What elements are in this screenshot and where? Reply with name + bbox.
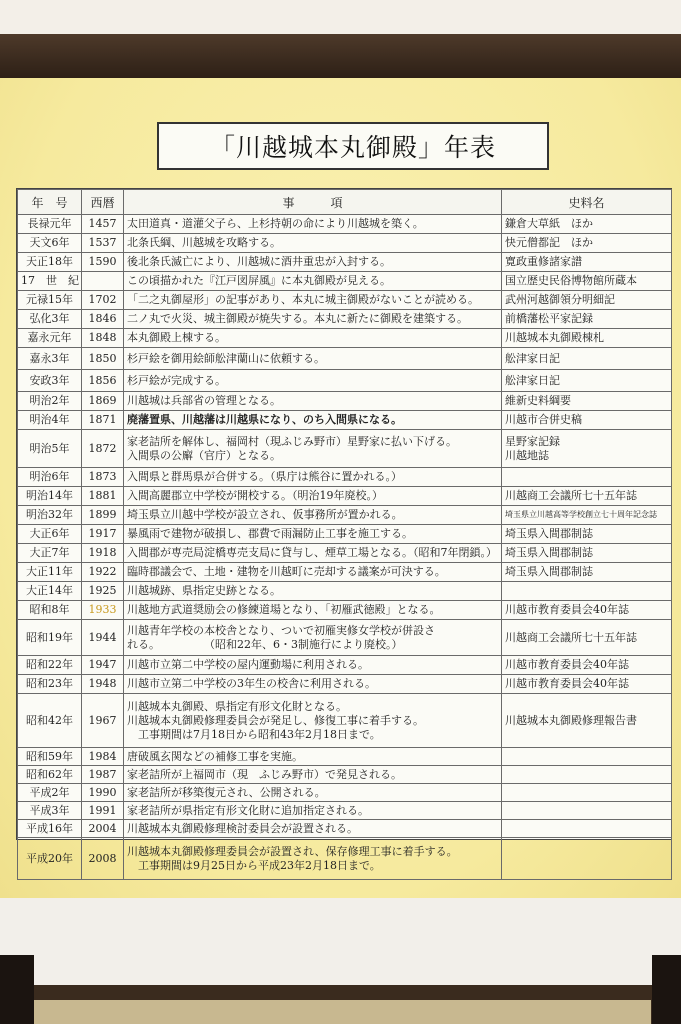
year-cell: 1948 (82, 675, 124, 694)
table-row (18, 329, 672, 348)
event-cell (124, 820, 502, 838)
event-cell (124, 253, 502, 272)
source-cell: 埼玉県入間郡制誌 (502, 525, 672, 544)
table-row (18, 310, 672, 329)
event-line: 家老詰所を解体し、福岡村（現ふじみ野市）星野家に払い下げる。 (127, 434, 457, 448)
era-cell: 天文6年 (18, 234, 82, 253)
era-cell: 平成3年 (18, 802, 82, 820)
year-cell: 1702 (82, 291, 124, 310)
source-cell: 寛政重修諸家譜 (502, 253, 672, 272)
table-row (18, 694, 672, 748)
table-row (18, 784, 672, 802)
source-cell: 維新史料綱要 (502, 392, 672, 411)
year-cell: 1944 (82, 620, 124, 656)
event-cell (124, 766, 502, 784)
source-cell (502, 468, 672, 487)
year-cell: 1457 (82, 215, 124, 234)
year-cell (82, 272, 124, 291)
year-cell: 1925 (82, 582, 124, 601)
era-cell: 大正6年 (18, 525, 82, 544)
event-line: 唐破風玄関などの補修工事を実施。 (127, 749, 303, 763)
year-cell: 1933 (82, 601, 124, 620)
era-cell: 平成20年 (18, 838, 82, 880)
event-line: 家老詰所が移築復元され、公開される。 (127, 785, 326, 799)
poster-title: 「川越城本丸御殿」年表 (157, 122, 549, 170)
event-cell (124, 544, 502, 563)
era-cell: 明治4年 (18, 411, 82, 430)
era-cell: 大正7年 (18, 544, 82, 563)
event-line: 川越城本丸御殿修理検討委員会が設置される。 (127, 821, 358, 835)
table-row (18, 411, 672, 430)
table-row (18, 215, 672, 234)
source-cell (502, 582, 672, 601)
source-cell: 川越市合併史稿 (502, 411, 672, 430)
table-row (18, 582, 672, 601)
event-line: 川越市立第二中学校の屋内運動場に利用される。 (127, 658, 369, 671)
event-line: 入間県と群馬県が合併する。（県庁は熊谷に置かれる。） (127, 470, 402, 483)
event-line: 川越城本丸御殿修理委員会が発足し、修復工事に着手する。 (127, 713, 424, 727)
source-cell: 武州河越御領分明細記 (502, 291, 672, 310)
event-line: 太田道真・道灌父子ら、上杉持朝の命により川越城を築く。 (127, 217, 424, 230)
timeline-table (17, 189, 672, 880)
event-line: 家老詰所が県指定有形文化財に追加指定される。 (127, 803, 369, 817)
event-cell (124, 370, 502, 392)
event-cell (124, 310, 502, 329)
event-line: 川越地方武道奨励会の修練道場となり、「初雁武徳殿」となる。 (127, 603, 441, 616)
era-cell: 弘化3年 (18, 310, 82, 329)
event-line: 埼玉県立川越中学校が設立され、仮事務所が置かれる。 (127, 508, 403, 521)
event-cell (124, 601, 502, 620)
event-cell (124, 272, 502, 291)
event-line: 杉戸絵を御用絵師舩津蘭山に依頼する。 (127, 351, 325, 365)
event-cell (124, 411, 502, 430)
era-cell: 大正11年 (18, 563, 82, 582)
event-cell (124, 802, 502, 820)
event-cell (124, 582, 502, 601)
era-cell: 明治5年 (18, 430, 82, 468)
year-cell: 1869 (82, 392, 124, 411)
table-row (18, 675, 672, 694)
source-cell (502, 766, 672, 784)
pillar-left (0, 955, 34, 1024)
year-cell: 1856 (82, 370, 124, 392)
event-line: 家老詰所が上福岡市（現 ふじみ野市）で発見される。 (127, 767, 402, 781)
event-cell (124, 234, 502, 253)
event-line: 入間高麗郡立中学校が開校する。（明治19年廃校。） (127, 489, 383, 502)
event-line: 北条氏綱、川越城を攻略する。 (127, 236, 281, 249)
timeline-body (18, 215, 672, 880)
source-cell: 埼玉県立川越高等学校創立七十周年記念誌 (502, 506, 672, 525)
event-cell (124, 348, 502, 370)
event-cell (124, 291, 502, 310)
source-cell (502, 838, 672, 880)
event-cell (124, 784, 502, 802)
era-cell: 嘉永元年 (18, 329, 82, 348)
timeline-table-container (16, 188, 672, 872)
table-row (18, 430, 672, 468)
era-cell: 明治2年 (18, 392, 82, 411)
event-line: 杉戸絵が完成する。 (127, 373, 226, 387)
source-cell: 舩津家日記 (502, 370, 672, 392)
year-cell: 1846 (82, 310, 124, 329)
year-cell: 2004 (82, 820, 124, 838)
event-line: この頃描かれた『江戸図屏風』に本丸御殿が見える。 (127, 274, 391, 287)
event-cell (124, 468, 502, 487)
era-cell: 昭和59年 (18, 748, 82, 766)
source-cell: 川越城本丸御殿棟札 (502, 329, 672, 348)
event-line: 暴風雨で建物が破損し、郡費で雨漏防止工事を施工する。 (127, 527, 413, 540)
event-line: 「二之丸御屋形」の記事があり、本丸に城主御殿がないことが読める。 (127, 293, 479, 306)
event-cell (124, 215, 502, 234)
event-line: 川越城跡、県指定史跡となる。 (127, 584, 281, 597)
source-cell: 星野家記録 川越地誌 (502, 430, 672, 468)
year-cell: 1987 (82, 766, 124, 784)
table-row (18, 544, 672, 563)
source-cell: 鎌倉大草紙 ほか (502, 215, 672, 234)
event-cell (124, 506, 502, 525)
event-line: 川越青年学校の本校舎となり、ついで初雁実修女学校が併設さ (127, 623, 435, 637)
year-cell: 2008 (82, 838, 124, 880)
year-cell: 1984 (82, 748, 124, 766)
event-line: 工事期間は7月18日から昭和43年2月18日まで。 (127, 727, 381, 741)
header-era: 年 号 (18, 190, 82, 215)
year-cell: 1871 (82, 411, 124, 430)
source-cell: 川越商工会議所七十五年誌 (502, 487, 672, 506)
era-cell: 元禄15年 (18, 291, 82, 310)
table-row (18, 601, 672, 620)
table-row (18, 234, 672, 253)
event-line: 廃藩置県、川越藩は川越県になり、のち入間県になる。 (127, 413, 402, 426)
wall-bottom (0, 898, 681, 988)
year-cell: 1881 (82, 487, 124, 506)
event-line: 入間郡が専売局淀橋専売支局に貸与し、煙草工場となる。（昭和7年閉鎖。） (127, 546, 497, 559)
year-cell: 1990 (82, 784, 124, 802)
era-cell: 嘉永3年 (18, 348, 82, 370)
era-cell: 明治32年 (18, 506, 82, 525)
event-cell (124, 694, 502, 748)
event-cell (124, 525, 502, 544)
source-cell (502, 784, 672, 802)
year-cell: 1922 (82, 563, 124, 582)
table-row (18, 291, 672, 310)
table-row (18, 392, 672, 411)
event-line: 工事期間は9月25日から平成23年2月18日まで。 (127, 858, 381, 872)
era-cell: 昭和42年 (18, 694, 82, 748)
source-cell: 埼玉県入間郡制誌 (502, 544, 672, 563)
event-line: 川越市立第二中学校の3年生の校舎に利用される。 (127, 677, 376, 690)
era-cell: 昭和8年 (18, 601, 82, 620)
pillar-right (652, 955, 681, 1024)
header-year: 西暦 (82, 190, 124, 215)
era-cell: 昭和23年 (18, 675, 82, 694)
table-row (18, 656, 672, 675)
era-cell: 平成16年 (18, 820, 82, 838)
year-cell: 1947 (82, 656, 124, 675)
event-cell (124, 563, 502, 582)
source-cell: 川越商工会議所七十五年誌 (502, 620, 672, 656)
event-cell (124, 748, 502, 766)
year-cell: 1917 (82, 525, 124, 544)
table-row (18, 272, 672, 291)
table-row (18, 525, 672, 544)
era-cell: 明治14年 (18, 487, 82, 506)
year-cell: 1590 (82, 253, 124, 272)
table-row (18, 370, 672, 392)
table-row (18, 348, 672, 370)
event-line: 本丸御殿上棟する。 (127, 331, 226, 344)
table-row (18, 620, 672, 656)
event-line: 二ノ丸で火災、城主御殿が焼失する。本丸に新たに御殿を建築する。 (127, 312, 468, 325)
event-cell (124, 620, 502, 656)
era-cell: 天正18年 (18, 253, 82, 272)
header-event: 事 項 (124, 190, 502, 215)
year-cell: 1967 (82, 694, 124, 748)
table-header-row (18, 190, 672, 215)
era-cell: 昭和22年 (18, 656, 82, 675)
event-cell (124, 487, 502, 506)
source-cell: 川越市教育委員会40年誌 (502, 601, 672, 620)
event-cell (124, 329, 502, 348)
event-cell (124, 392, 502, 411)
era-cell: 17 世 紀 (18, 272, 82, 291)
table-row (18, 838, 672, 880)
source-cell (502, 802, 672, 820)
table-row (18, 748, 672, 766)
event-line: 川越城は兵部省の管理となる。 (127, 394, 281, 407)
year-cell: 1537 (82, 234, 124, 253)
table-row (18, 506, 672, 525)
year-cell: 1850 (82, 348, 124, 370)
event-line: れる。 （昭和22年、6・3制施行により廃校。） (127, 637, 403, 651)
source-cell: 前橋藩松平家記録 (502, 310, 672, 329)
source-cell (502, 820, 672, 838)
table-row (18, 820, 672, 838)
source-cell: 川越市教育委員会40年誌 (502, 656, 672, 675)
year-cell: 1873 (82, 468, 124, 487)
era-cell: 昭和62年 (18, 766, 82, 784)
year-cell: 1991 (82, 802, 124, 820)
era-cell: 平成2年 (18, 784, 82, 802)
event-cell (124, 656, 502, 675)
table-row (18, 468, 672, 487)
source-cell (502, 748, 672, 766)
source-cell: 埼玉県入間郡制誌 (502, 563, 672, 582)
year-cell: 1872 (82, 430, 124, 468)
event-cell (124, 675, 502, 694)
table-row (18, 487, 672, 506)
era-cell: 明治6年 (18, 468, 82, 487)
event-cell (124, 430, 502, 468)
source-cell: 川越城本丸御殿修理報告書 (502, 694, 672, 748)
event-line: 臨時郡議会で、土地・建物を川越町に売却する議案が可決する。 (127, 565, 446, 578)
table-row (18, 766, 672, 784)
table-row (18, 802, 672, 820)
source-cell: 舩津家日記 (502, 348, 672, 370)
source-cell: 快元僧都記 ほか (502, 234, 672, 253)
era-cell: 長禄元年 (18, 215, 82, 234)
source-cell: 国立歴史民俗博物館所蔵本 (502, 272, 672, 291)
era-cell: 昭和19年 (18, 620, 82, 656)
year-cell: 1899 (82, 506, 124, 525)
event-line: 後北条氏滅亡により、川越城に酒井重忠が入封する。 (127, 255, 391, 268)
source-cell: 川越市教育委員会40年誌 (502, 675, 672, 694)
event-line: 川越城本丸御殿、県指定有形文化財となる。 (127, 699, 347, 713)
table-row (18, 253, 672, 272)
era-cell: 大正14年 (18, 582, 82, 601)
year-cell: 1918 (82, 544, 124, 563)
event-cell (124, 838, 502, 880)
wooden-rail-top (0, 34, 681, 78)
table-row (18, 563, 672, 582)
era-cell: 安政3年 (18, 370, 82, 392)
event-line: 入間県の公廨（官庁）となる。 (127, 448, 281, 462)
event-line: 川越城本丸御殿修理委員会が設置され、保存修理工事に着手する。 (127, 844, 458, 858)
tatami-floor (30, 1000, 651, 1024)
year-cell: 1848 (82, 329, 124, 348)
header-source: 史料名 (502, 190, 672, 215)
